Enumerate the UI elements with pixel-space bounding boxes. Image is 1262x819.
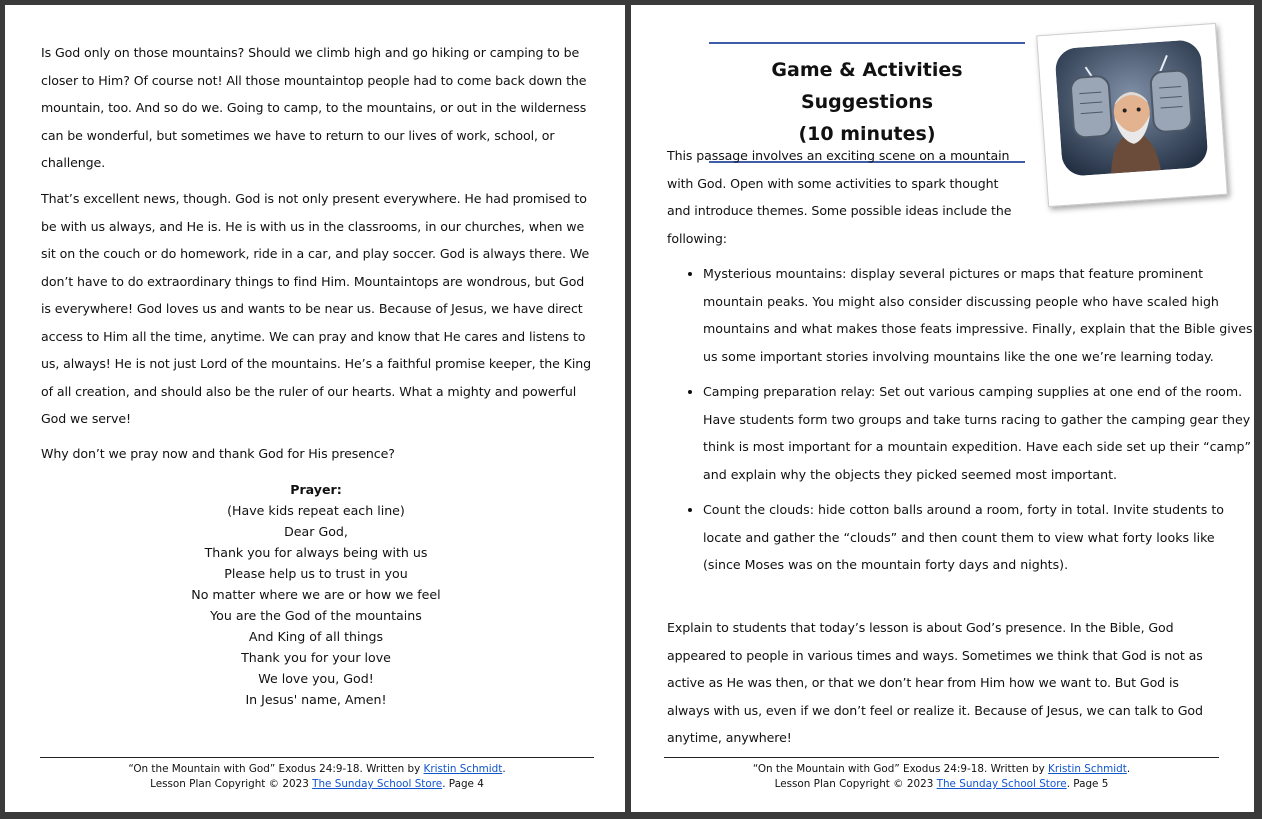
footer-punct: .: [502, 763, 506, 775]
paragraph-good-news: That’s excellent news, though. God is not only present everywhere. He had promised to be with us always, and He is. He is with us in the classrooms, in our churches, when we sit on the couch or do homework, ride in a car, and play soccer. God is always there. We don’t have to do extraordinary things to find Him. Mountaintops are wondrous, but God is everywhere! God loves us and wants to be near us. Because of Jesus, we have direct access to Him all the time, anytime. We can pray and know that He cares and listens to us, always! He is not just Lord of the mountains. He’s a faithful promise keeper, the King of all creation, and should also be the ruler of our hearts. What a mighty and powerful God we serve!: [41, 191, 591, 426]
page-4: [5, 5, 625, 812]
heading-title: Game & Activities Suggestions: [771, 59, 963, 113]
prayer-line: Dear God,: [284, 524, 348, 539]
activity-list: [667, 260, 1254, 587]
footer-page-number: . Page 5: [1066, 778, 1109, 790]
author-link[interactable]: Kristin Schmidt: [1048, 763, 1127, 775]
footer-punct: .: [1126, 763, 1131, 775]
page-footer: [664, 757, 1219, 792]
prayer-line: Thank you for always being with us: [204, 545, 428, 560]
paragraph-mountains: Is God only on those mountains? Should we climb high and go hiking or camping to be closer to Him? Of course not! All those mountaintop people had to come back down the mountain, too. And so do we. Going to camp, to the mountains, or out in the wilderness can be wonderful, but sometimes we have to return to our lives of work, school, or challenge.: [41, 45, 587, 170]
moses-tablets-icon: [1054, 39, 1209, 177]
footer-page-number: . Page 4: [442, 778, 484, 790]
moses-illustration: [1036, 23, 1228, 207]
heading-duration: (10 minutes): [798, 123, 936, 145]
store-link[interactable]: The Sunday School Store: [312, 778, 443, 790]
prayer-line: Please help us to trust in you: [224, 566, 408, 581]
footer-citation: “On the Mountain with God” Exodus 24:9-18. Written by: [128, 763, 424, 775]
page-5: [631, 5, 1254, 812]
list-item: • Mysterious mountains: display several pictures or maps that feature prominent mountain peaks. You might also consider discussing people who have scaled high mountains and what makes those feats impressive. Finally, explain that the Bible gives us some important stories involving mountains like the one we’re learning today.: [703, 260, 1254, 370]
prayer-line: In Jesus' name, Amen!: [245, 692, 387, 707]
list-item: • Count the clouds: hide cotton balls around a room, forty in total. Invite students to locate and gather the “clouds” and then count them to view what forty looks like (since Moses was on the mountain forty days and nights).: [703, 496, 1254, 579]
prayer-line: And King of all things: [248, 629, 384, 644]
prayer-line: We love you, God!: [258, 671, 374, 686]
footer-line-1: [40, 762, 594, 777]
prayer-block: [5, 479, 625, 710]
footer-line-2: [664, 777, 1219, 792]
footer-citation: “On the Mountain with God” Exodus 24:9-18. Written by: [752, 763, 1049, 775]
prayer-line: Thank you for your love: [241, 650, 391, 665]
prayer-line: (Have kids repeat each line): [227, 503, 405, 518]
footer-line-2: [40, 777, 594, 792]
store-link[interactable]: The Sunday School Store: [936, 778, 1067, 790]
intro-paragraph: This passage involves an exciting scene on a mountain with God. Open with some activities to spark thought and introduce themes. Some possible ideas include the following:: [667, 148, 1012, 246]
list-item: • Camping preparation relay: Set out various camping supplies at one end of the room. Have students form two groups and take turns racing to gather the camping gear they think is most important for a mountain expedition. Have each side set up their “camp” and explain why the objects they picked seemed most important.: [703, 378, 1254, 488]
prayer-line: No matter where we are or how we feel: [191, 587, 441, 602]
footer-copyright: Lesson Plan Copyright © 2023: [150, 778, 313, 790]
closing-paragraph: Explain to students that today’s lesson is about God’s presence. In the Bible, God appeared to people in various times and ways. Sometimes we think that God is not as active as He was then, or that we don’t hear from Him how we want to. But God is always with us, even if we don’t feel or realize it. Because of Jesus, we can talk to God anytime, anywhere!: [667, 620, 1203, 745]
footer-line-1: [664, 762, 1219, 777]
page-footer: [40, 757, 594, 792]
author-link[interactable]: Kristin Schmidt: [423, 763, 503, 775]
prayer-line: You are the God of the mountains: [210, 608, 422, 623]
footer-copyright: Lesson Plan Copyright © 2023: [774, 778, 937, 790]
paragraph-pray-invite: Why don’t we pray now and thank God for His presence?: [41, 446, 395, 461]
prayer-title: Prayer:: [290, 482, 342, 497]
